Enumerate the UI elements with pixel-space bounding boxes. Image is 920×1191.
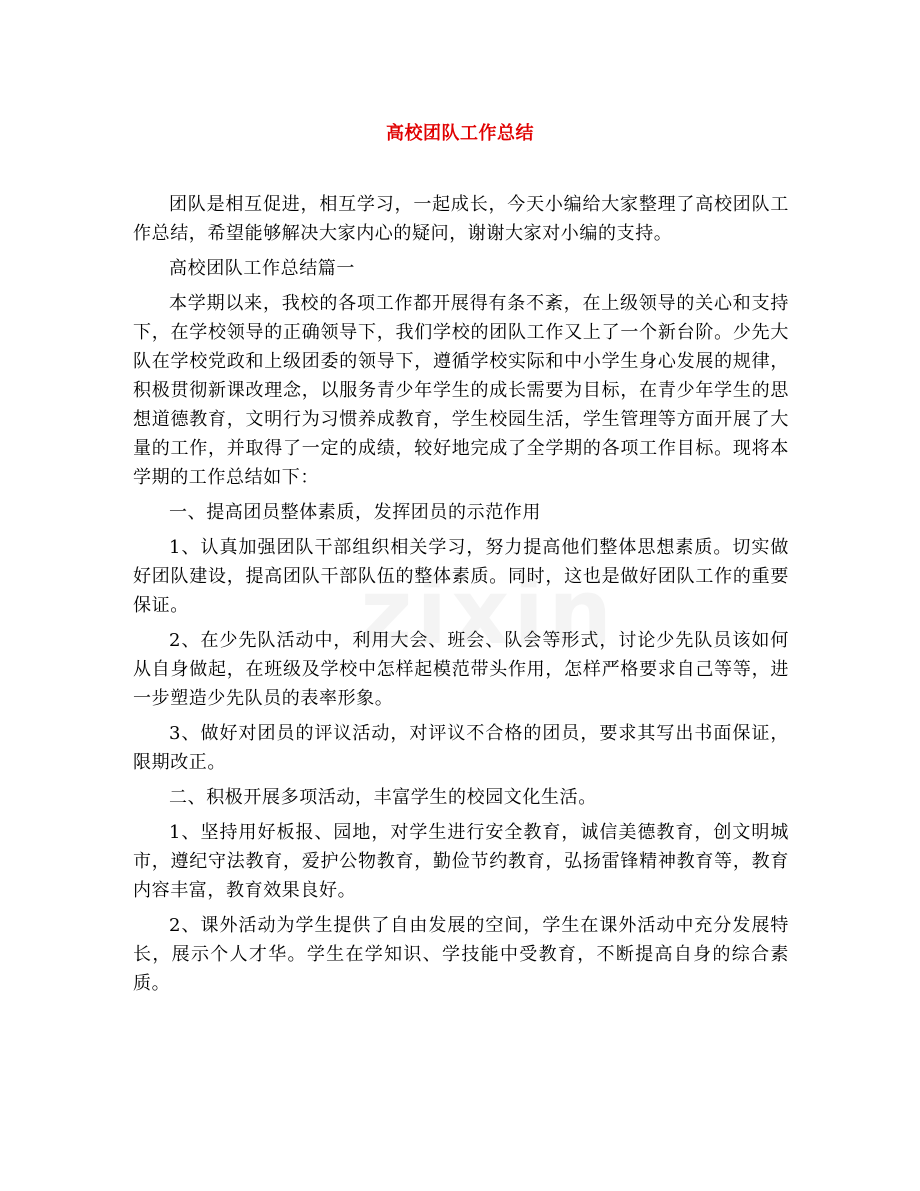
paragraph-overview: 本学期以来，我校的各项工作都开展得有条不紊，在上级领导的关心和支持下，在学校领导的正确领导下，我们学校的团队工作又上了一个新台阶。少先大队在学校党政和上级团委的领导下，遵循学校实际和中小学生身心发展的规律，积极贯彻新课改理念，以服务青少年学生的成长需要为目标，在青少年学生的思想道德教育，文明行为习惯养成教育，学生校园生活，学生管理等方面开展了大量的工作，并取得了一定的成绩，较好地完成了全学期的各项工作目标。现将本学期的工作总结如下：	[133, 293, 789, 488]
document-title: 高校团队工作总结	[386, 123, 534, 144]
paragraph-item-2-2: 2、课外活动为学生提供了自由发展的空间，学生在课外活动中充分发展特长，展示个人才华。学生在学知识、学技能中受教育，不断提高自身的综合素质。	[133, 915, 789, 994]
paragraph-item-1-2: 2、在少先队活动中，利用大会、班会、队会等形式，讨论少先队员该如何从自身做起，在班级及学校中怎样起模范带头作用，怎样严格要求自己等等，进一步塑造少先队员的表率形象。	[133, 630, 789, 709]
paragraph-heading-two: 二、积极开展多项活动，丰富学生的校园文化生活。	[169, 787, 597, 808]
watermark	[360, 560, 616, 665]
paragraph-item-1-3: 3、做好对团员的评议活动，对评议不合格的团员，要求其写出书面保证，限期改正。	[133, 723, 789, 773]
paragraph-intro: 团队是相互促进，相互学习，一起成长，今天小编给大家整理了高校团队工作总结，希望能够解决大家内心的疑问，谢谢大家对小编的支持。	[133, 194, 789, 244]
paragraph-item-2-1: 1、坚持用好板报、园地，对学生进行安全教育，诚信美德教育，创文明城市，遵纪守法教育，爱护公物教育，勤俭节约教育，弘扬雷锋精神教育等，教育内容丰富，教育效果良好。	[133, 822, 789, 901]
paragraph-section-heading: 高校团队工作总结篇一	[169, 258, 355, 279]
paragraph-item-1-1: 1、认真加强团队干部组织相关学习，努力提高他们整体思想素质。切实做好团队建设，提高团队干部队伍的整体素质。同时，这也是做好团队工作的重要保证。	[133, 537, 789, 616]
paragraph-heading-one: 一、提高团员整体素质，发挥团员的示范作用	[169, 502, 541, 523]
